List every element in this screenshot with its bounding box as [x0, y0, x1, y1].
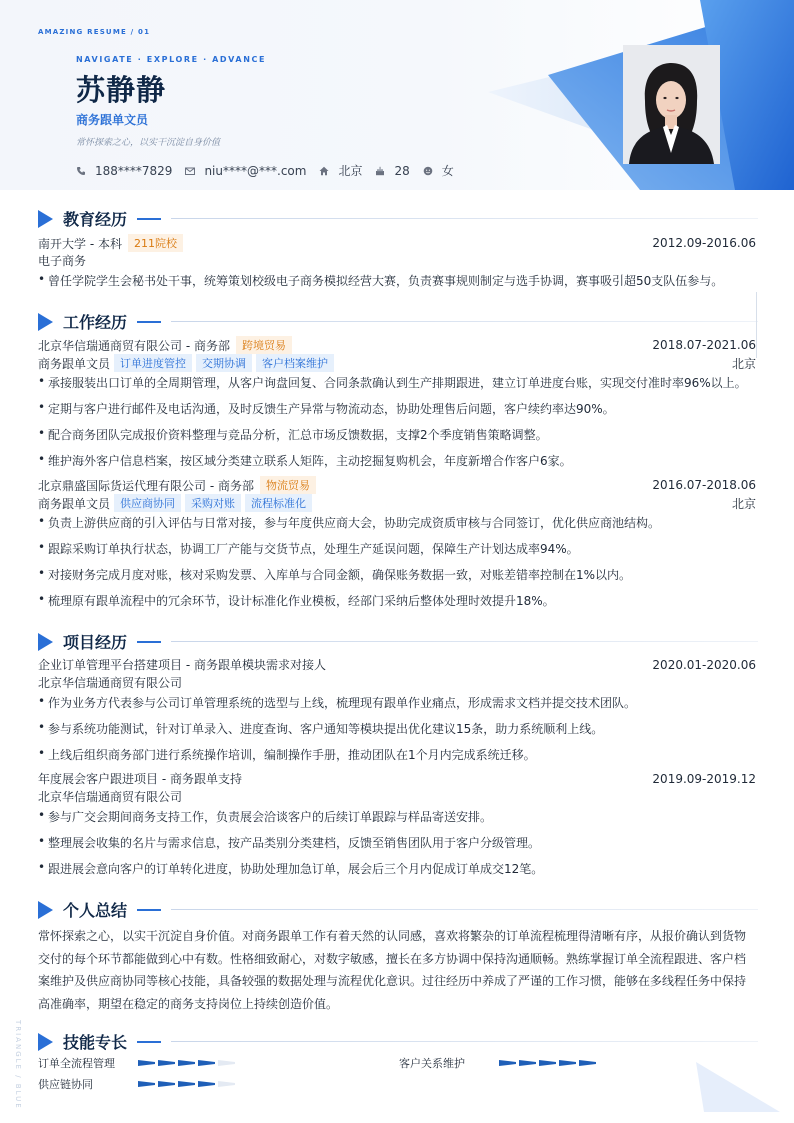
section-rule: [171, 218, 758, 219]
education-entry-header: [38, 234, 756, 252]
candidate-motto: 常怀探索之心，以实干沉淀自身价值: [76, 138, 221, 148]
skill-level-segment: [158, 1080, 175, 1088]
divider-line: [756, 292, 757, 358]
summary-text: 常怀探索之心，以实干沉淀自身价值。对商务跟单工作有着天然的认同感，喜欢将繁杂的订单流程梳理得清晰有序，从报价确认到货物交付的每个环节都能做到心中有数。性格细致耐心，对数字敏感，擅长在多方协调中保持沟通顺畅。熟练掌握订单全流程跟进、客户档案维护及供应商协同等核心技能，具备较强的数据处理与流程优化意识。过往经历中养成了严谨的工作习惯，能够在多线程任务中保持高准确率，期望在稳定的商务支持岗位上持续创造价值。: [38, 929, 747, 1011]
project-bullet: • 参与广交会期间商务支持工作，负责展会洽谈客户的后续订单跟踪与样品寄送安排。: [38, 808, 756, 825]
triangle-marker-icon: [38, 633, 53, 651]
skill-name: 客户关系维护: [399, 1057, 465, 1070]
triangle-marker-icon: [38, 1033, 53, 1051]
section-rule: [171, 641, 758, 642]
section-label: 教育经历: [63, 210, 128, 229]
section-dash: [137, 1041, 161, 1043]
education-date: 2012.09-2016.06: [652, 236, 756, 250]
job-skill-tag: 交期协调: [196, 354, 252, 372]
section-rule: [171, 321, 758, 322]
job-2-header: [38, 476, 756, 494]
project-bullet: • 参与系统功能测试，针对订单录入、进度查询、客户通知等模块提出优化建议15条，助力系统顺利上线。: [38, 720, 756, 737]
home-icon: [319, 166, 329, 176]
project-name: 年度展会客户跟进项目 - 商务跟单支持: [38, 772, 242, 786]
job-2-position-row: [38, 494, 756, 512]
contact-phone-text: 188****7829: [95, 163, 173, 178]
contact-age: [375, 164, 409, 178]
job-bullet: • 跟踪采购订单执行状态，协调工厂产能与交货节点，处理生产延误问题，保障生产计划达成率94%。: [38, 540, 756, 557]
contact-list: [76, 162, 467, 179]
project-org: 北京华信瑞通商贸有限公司: [38, 676, 183, 690]
school-tag: 211院校: [128, 234, 183, 252]
job-position: 商务跟单文员: [38, 496, 111, 511]
section-work-title: [38, 310, 758, 333]
job-bullet: • 承接服装出口订单的全周期管理，从客户询盘回复、合同条款确认到生产排期跟进，建立订单进度台账，实现交付准时率96%以上。: [38, 374, 756, 391]
job-bullet: • 定期与客户进行邮件及电话沟通，及时反馈生产异常与物流动态，协助处理售后问题，客户续约率达90%。: [38, 400, 756, 417]
skill-level-segment: [559, 1059, 576, 1067]
contact-city-text: 北京: [338, 164, 363, 178]
contact-gender: [423, 162, 454, 179]
section-label: 工作经历: [63, 313, 128, 332]
job-skill-tag: 采购对账: [185, 494, 241, 512]
project-bullet: • 上线后组织商务部门进行系统操作培训，编制操作手册，推动团队在1个月内完成系统迁移。: [38, 746, 756, 763]
portrait-illustration: [623, 45, 720, 164]
job-1-header: [38, 336, 756, 354]
section-label: 技能专长: [63, 1033, 128, 1052]
school-name: 南开大学 - 本科: [38, 236, 122, 251]
skill-level-bars: [138, 1059, 238, 1067]
gender-icon: [423, 166, 433, 176]
resume-header: [0, 0, 794, 190]
triangle-marker-icon: [38, 210, 53, 228]
education-bullet: • 曾任学院学生会秘书处干事，统筹策划校级电子商务模拟经营大赛，负责赛事规则制定与选手协调，赛事吸引超50支队伍参与。: [38, 272, 756, 289]
job-bullet: • 配合商务团队完成报价资料整理与竞品分析，汇总市场反馈数据，支撑2个季度销售策略调整。: [38, 426, 756, 443]
project-date: 2019.09-2019.12: [652, 771, 756, 786]
skill-item: [38, 1055, 238, 1071]
header-tagline: NAVIGATE · EXPLORE · ADVANCE: [76, 55, 267, 64]
job-bullet: • 维护海外客户信息档案，按区域分类建立联系人矩阵，主动挖掘复购机会，年度新增合作客户6家。: [38, 452, 756, 469]
job-skill-tag: 订单进度管控: [114, 354, 192, 372]
skill-item: [38, 1076, 238, 1092]
cake-icon: [375, 166, 385, 176]
side-watermark-text: TRIANGLE / BLUE: [14, 1020, 22, 1110]
contact-email: [185, 164, 306, 178]
skill-level-segment: [499, 1059, 516, 1067]
skill-name: 供应链协同: [38, 1078, 93, 1091]
contact-age-text: 28: [394, 163, 410, 178]
section-education-title: [38, 207, 758, 230]
section-dash: [137, 218, 161, 220]
candidate-name: 苏静静: [76, 73, 167, 107]
job-1-position-row: [38, 354, 756, 372]
skill-level-segment: [198, 1080, 215, 1088]
skill-level-segment: [138, 1080, 155, 1088]
skill-level-bars: [138, 1080, 238, 1088]
corner-triangle-decoration: [690, 1060, 790, 1115]
job-industry-tag: 跨境贸易: [236, 336, 292, 354]
job-city: 北京: [731, 356, 756, 371]
job-company: 北京鼎盛国际货运代理有限公司 - 商务部: [38, 478, 254, 493]
section-label: 个人总结: [63, 901, 128, 920]
job-industry-tag: 物流贸易: [260, 476, 316, 494]
skill-level-segment: [579, 1059, 596, 1067]
header-kicker: AMAZING RESUME / 01: [38, 28, 151, 36]
job-city: 北京: [731, 496, 756, 511]
section-dash: [137, 321, 161, 323]
phone-icon: [76, 166, 86, 176]
skill-level-segment: [218, 1080, 235, 1088]
section-summary-title: [38, 898, 758, 921]
job-bullet: • 梳理原有跟单流程中的冗余环节，设计标准化作业模板，经部门采纳后整体处理时效提升18%。: [38, 592, 756, 609]
job-skill-tag: 客户档案维护: [256, 354, 334, 372]
job-position: 商务跟单文员: [38, 356, 111, 371]
skill-item: [399, 1055, 599, 1071]
skill-level-segment: [539, 1059, 556, 1067]
section-skills-title: [38, 1030, 758, 1053]
profile-photo: [623, 45, 720, 164]
job-skill-tag: 流程标准化: [245, 494, 312, 512]
section-dash: [137, 909, 161, 911]
project-2-header: [38, 770, 756, 787]
skill-level-segment: [178, 1080, 195, 1088]
section-rule: [171, 1041, 758, 1042]
section-dash: [137, 641, 161, 643]
job-bullet: • 对接财务完成月度对账，核对采购发票、入库单与合同金额，确保账务数据一致，对账差错率控制在1%以内。: [38, 566, 756, 583]
section-label: 项目经历: [63, 633, 128, 652]
triangle-marker-icon: [38, 313, 53, 331]
section-rule: [171, 909, 758, 910]
project-date: 2020.01-2020.06: [652, 657, 756, 672]
job-skill-tag: 供应商协同: [114, 494, 181, 512]
skill-level-segment: [198, 1059, 215, 1067]
contact-email-text: niu****@***.com: [204, 163, 307, 178]
project-bullet: • 作为业务方代表参与公司订单管理系统的选型与上线，梳理现有跟单作业痛点，形成需求文档并提交技术团队。: [38, 694, 756, 711]
skill-level-segment: [178, 1059, 195, 1067]
section-projects-title: [38, 630, 758, 653]
skill-level-segment: [138, 1059, 155, 1067]
project-name: 企业订单管理平台搭建项目 - 商务跟单模块需求对接人: [38, 658, 326, 672]
mail-icon: [185, 166, 195, 176]
contact-city: [319, 162, 362, 179]
education-major: 电子商务: [38, 254, 87, 268]
triangle-marker-icon: [38, 901, 53, 919]
project-org: 北京华信瑞通商贸有限公司: [38, 790, 183, 804]
job-date: 2016.07-2018.06: [652, 478, 756, 492]
contact-gender-text: 女: [441, 164, 454, 178]
job-company: 北京华信瑞通商贸有限公司 - 商务部: [38, 338, 230, 353]
contact-phone: [76, 164, 172, 178]
candidate-role: 商务跟单文员: [76, 113, 149, 127]
skill-level-segment: [519, 1059, 536, 1067]
job-bullet: • 负责上游供应商的引入评估与日常对接，参与年度供应商大会，协助完成资质审核与合同签订，优化供应商池结构。: [38, 514, 756, 531]
project-bullet: • 整理展会收集的名片与需求信息，按产品类别分类建档，反馈至销售团队用于客户分级管理。: [38, 834, 756, 851]
project-bullet: • 跟进展会意向客户的订单转化进度，协助处理加急订单，展会后三个月内促成订单成交12笔。: [38, 860, 756, 877]
skill-level-segment: [158, 1059, 175, 1067]
project-1-header: [38, 656, 756, 673]
skill-level-segment: [218, 1059, 235, 1067]
job-date: 2018.07-2021.06: [652, 338, 756, 352]
skill-name: 订单全流程管理: [38, 1057, 115, 1070]
skill-level-bars: [499, 1059, 599, 1067]
